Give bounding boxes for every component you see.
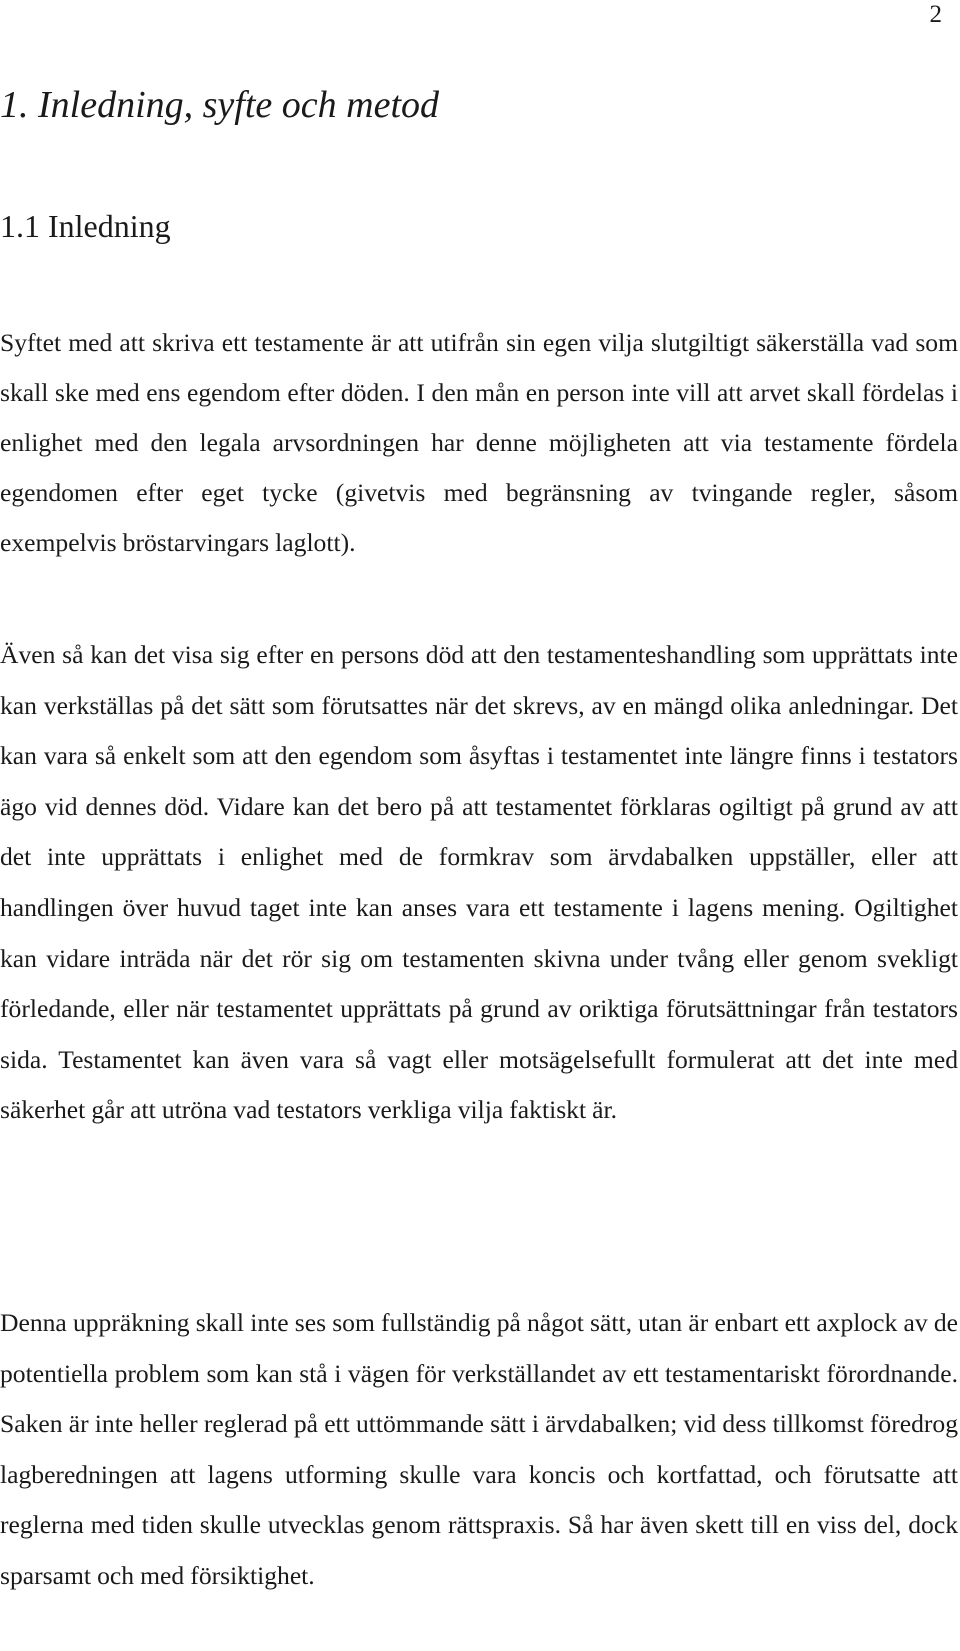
body-paragraph-regulation: Denna uppräkning skall inte ses som fullständig på något sätt, utan är enbart ett axplock av de potentiella problem som kan stå i vägen för verkställandet av ett testamentariskt förordnande. Saken är inte heller reglerad på ett uttömmande sätt i ärvdabalken; vid dess tillkomst föredrog lagberedningen att lagens utforming skulle vara koncis och kortfattad, och förutsatte att reglerna med tiden skulle utvecklas genom rättspraxis. Så har även skett till en viss del, dock sparsamt och med försiktighet.	[0, 1308, 958, 1590]
body-paragraph-purpose: Syftet med att skriva ett testamente är att utifrån sin egen vilja slutgiltigt säkerställa vad som skall ske med ens egendom efter döden. I den mån en person inte vill att arvet skall fördelas i enlighet med den legala arvsordningen har denne möjligheten att via testamente fördela egendomen efter eget tycke (givetvis med begränsning av tvingande regler, såsom exempelvis bröstarvingars laglott).	[0, 328, 958, 557]
chapter-title: 1. Inledning, syfte och metod	[0, 84, 440, 126]
section-title: 1.1 Inledning	[0, 208, 171, 244]
body-paragraph-invalidity: Även så kan det visa sig efter en persons död att den testamenteshandling som upprättats inte kan verkställas på det sätt som förutsattes när det skrevs, av en mängd olika anledningar. Det kan vara så enkelt som att den egendom som åsyftas i testamentet inte längre finns i testators ägo vid dennes död. Vidare kan det bero på att testamentet förklaras ogiltigt på grund av att det inte upprättats i enlighet med de formkrav som ärvdabalken uppställer, eller att handlingen över huvud taget inte kan anses vara ett testamente i lagens mening. Ogiltighet kan vidare inträda när det rör sig om testamenten skivna under tvång eller genom svekligt förledande, eller när testamentet upprättats på grund av oriktiga förutsättningar från testators sida. Testamentet kan även vara så vagt eller motsägelsefullt formulerat att det inte med säkerhet går att utröna vad testators verkliga vilja faktiskt är.	[0, 640, 958, 1125]
page-number: 2	[929, 1, 942, 28]
